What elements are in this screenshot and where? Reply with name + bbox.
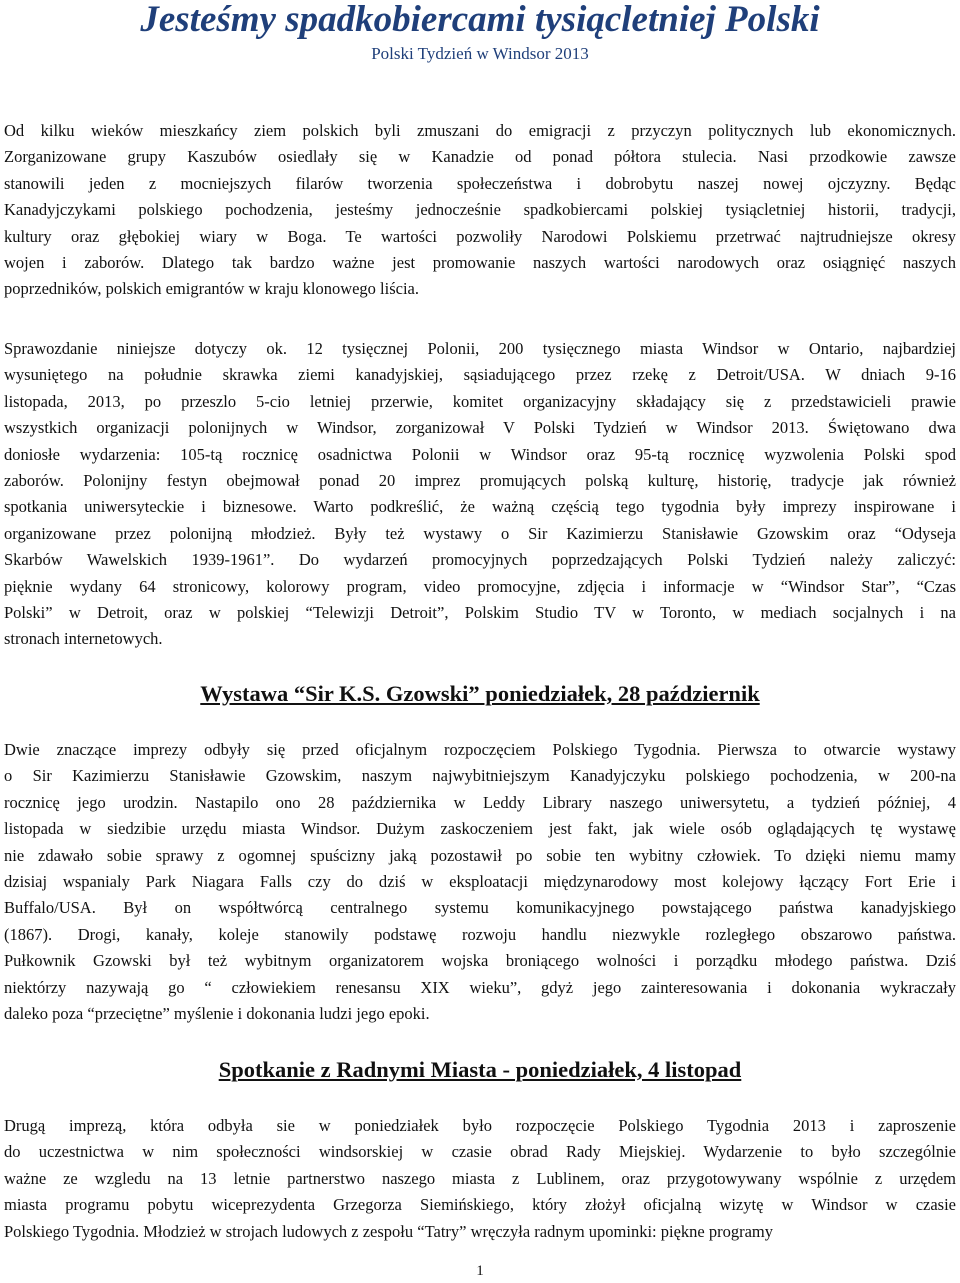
text-line: poprzedników, polskich emigrantów w kraju klonowego liścia.	[4, 279, 420, 299]
text-line: spotkania uniwersyteckie i biznesowe. Warto podkreślić, że ważną częścią tego tygodnia były imprezy inspirowane i	[4, 497, 956, 517]
section-heading-exhibition: Wystawa “Sir K.S. Gzowski” poniedziałek, 28 październik	[200, 681, 760, 706]
text-line: organizowane przez polonijną młodzież. Były też wystawy o Sir Kazimierzu Stanisławie Gzowskim oraz “Odyseja	[4, 523, 956, 543]
text-line: rocznicę jego urodzin. Nastapilo ono 28 października w Leddy Library naszego uniwersytetu, a tydzień później, 4	[4, 792, 956, 812]
page-number: 1	[476, 1263, 484, 1279]
text-line: Skarbów Wawelskich 1939-1961”. Do wydarzeń promocyjnych poprzedzających Polski Tydzień należy zaliczyć:	[4, 550, 956, 570]
text-line: Polskiego Tygodnia. Młodzież w strojach ludowych z zespołu “Tatry” wręczyła radnym upominki: piękne programy	[4, 1221, 774, 1241]
text-line: Kanadyjczykami polskiego pochodzenia, jesteśmy jednocześnie spadkobiercami polskiej tysiącletniej historii, tradycji,	[4, 200, 956, 220]
text-line: o Sir Kazimierzu Stanisławie Gzowskim, naszym najwybitniejszym Kanadyjczyku polskiego pochodzenia, w 200-na	[4, 766, 956, 786]
text-line: do uczestnictwa w nim społeczności windsorskiej w czasie obrad Rady Miejskiej. Wydarzenie to było szczególnie	[4, 1142, 956, 1162]
text-line: ważne ze wzgledu na 13 letnie partnerstwo naszego miasta z Lublinem, oraz przygotowywany wspólnie z urzędem	[4, 1168, 956, 1188]
section-heading-city-council: Spotkanie z Radnymi Miasta - poniedziałek, 4 listopad	[218, 1057, 742, 1082]
document-title: Jesteśmy spadkobiercami tysiącletniej Polski	[140, 0, 820, 40]
text-line: daleko poza “przeciętne” myślenie i dokonania ludzi jego epoki.	[4, 1004, 430, 1024]
text-line: Pułkownik Gzowski był też wybitnym organizatorem wojska broniącego wolności i porządku młodego państwa. Dziś	[4, 951, 956, 971]
text-line: niektórzy nazywają go “ człowiekiem renesansu XIX wieku”, gdyż jego zainteresowania i dokonania wykraczały	[4, 977, 956, 997]
document-subtitle: Polski Tydzień w Windsor 2013	[371, 44, 589, 63]
text-line: Drugą imprezą, która odbyła sie w poniedziałek było rozpoczęcie Polskiego Tygodnia 2013 i zaproszenie	[4, 1116, 956, 1135]
council-paragraph	[4, 1113, 956, 1245]
exhibition-paragraph	[4, 737, 956, 1027]
text-line: (1867). Drogi, kanały, koleje stanowily podstawę rozwoju handlu niezwykle rozległego obszarowo państwa.	[4, 924, 956, 944]
text-line: kultury oraz głębokiej wiary w Boga. Te wartości pozwoliły Narodowi Polskiemu przetrwać najtrudniejsze okresy	[4, 226, 956, 246]
text-line: Buffalo/USA. Był on współtwórcą centralnego systemu komunikacyjnego powstającego państwa kanadyjskiego	[4, 898, 956, 918]
text-line: listopada w siedzibie urzędu miasta Windsor. Dużym zaskoczeniem jest fakt, jak wiele osób oglądających tę wystawę	[4, 819, 956, 839]
text-line: zaborów. Polonijny festyn obejmował ponad 20 imprez promujących polską kulturę, historię, tradycje jak również	[4, 471, 956, 491]
text-line: dzisiaj wspanialy Park Niagara Falls czy do dziś w eksploatacji międzynarodowy most kolejowy łączący Fort Erie i	[4, 872, 956, 892]
text-line: wojen i zaborów. Dlatego tak bardzo ważne jest promowanie naszych wartości narodowych oraz osiągnięć naszych	[4, 253, 956, 273]
text-line: Od kilku wieków mieszkańcy ziem polskich byli zmuszani do emigracji z przyczyn politycznych lub ekonomicznych.	[4, 121, 956, 140]
text-line: wszystkich organizacji polonijnych w Windsor, zorganizował V Polski Tydzień w Windsor 2013. Świętowano dwa	[4, 418, 956, 438]
text-line: nie zdawało sobie sprawy z ogomnej spuścizny jaką pozostawił po sobie ten wybitny człowiek. To dzięki niemu mamy	[4, 845, 956, 865]
text-line: listopada, 2013, po przeszlo 5-cio letniej przerwie, komitet organizacyjny składający się z przedstawicieli prawie	[4, 391, 956, 411]
text-line: stanowili jeden z mocniejszych filarów tworzenia społeczeństwa i dobrobytu naszej nowej ojczyzny. Będąc	[4, 173, 956, 193]
text-line: Polski” w Detroit, oraz w polskiej “Telewizji Detroit”, Polskim Studio TV w Toronto, w mediach socjalnych i na	[4, 603, 956, 623]
text-line: doniosłe wydarzenia: 105-tą rocznicę osadnictwa Polonii w Windsor oraz 95-tą rocznicę wyzwolenia Polski spod	[4, 444, 956, 464]
text-line: pięknie wydany 64 stronicowy, kolorowy program, video promocyjne, zdjęcia i informacje w “Windsor Star”, “Czas	[4, 576, 956, 596]
text-line: Sprawozdanie niniejsze dotyczy ok. 12 tysięcznej Polonii, 200 tysięcznego miasta Windsor w Ontario, najbardziej	[4, 339, 956, 358]
text-line: wysuniętego na południe skrawka ziemi kanadyjskiej, sąsiadującego przez rzekę z Detroit/USA. W dniach 9-16	[4, 365, 956, 385]
text-line: Zorganizowane grupy Kaszubów osiedlały się w Kanadzie od ponad półtora stulecia. Nasi przodkowie zawsze	[4, 147, 956, 167]
report-paragraph	[4, 336, 956, 653]
text-line: miasta programu pobytu wiceprezydenta Grzegorza Siemińskiego, który złożył oficjalną wizytę w Windsor w czasie	[4, 1195, 956, 1215]
intro-paragraph	[4, 118, 956, 303]
text-line: stronach internetowych.	[4, 629, 163, 649]
text-line: Dwie znaczące imprezy odbyły się przed oficjalnym rozpoczęciem Polskiego Tygodnia. Pierwsza to otwarcie wystawy	[4, 740, 956, 759]
